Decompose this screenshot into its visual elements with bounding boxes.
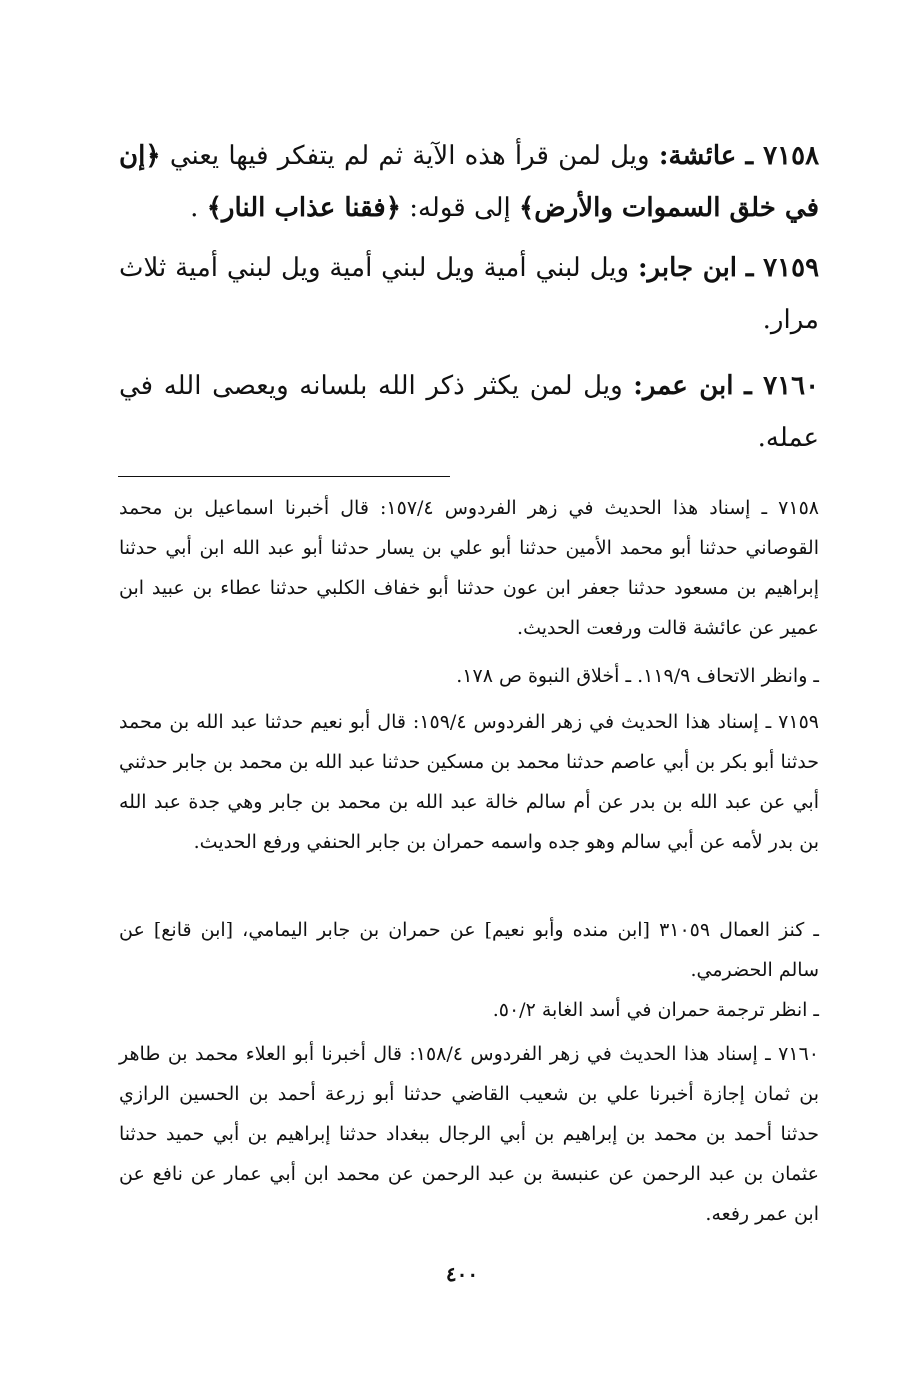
hadith-number: ٧١٦٠ ـ [744, 371, 820, 401]
hadith-text [119, 360, 819, 464]
footnote-ref [119, 910, 819, 990]
hadith-entry-7159 [119, 242, 819, 346]
footnote-text: ٧١٥٩ ـ إسناد هذا الحديث في زهر الفردوس ١٥٩/٤: قال أبو نعيم حدثنا عبد الله بن محمد حدثنا أبو بكر بن أبي عاصم حدثنا محمد بن مسكين حدثنا عبد الله بن محمد بن جابر حدثني أبي عن عبد الله بن بدر عن أم سالم خالة عبد الله بن محمد بن جابر وهي جدة عبد الله بن بدر لأمه عن أبي سالم وهو جده واسمه حمران بن جابر الحنفي ورفع الحديث. [119, 711, 819, 853]
quran-quote: ﴿فقنا عذاب النار﴾ [206, 193, 401, 223]
hadith-body: ويل لبني أمية ويل لبني أمية ويل لبني أمية ثلاث مرار. [119, 253, 819, 335]
footnote-7159 [119, 702, 819, 862]
quran-quote: ﴿إن في خلق السموات والأرض﴾ [119, 141, 819, 223]
hadith-body: ويل لمن يكثر ذكر الله بلسانه ويعصى الله في عمله. [119, 371, 819, 453]
page-number: ٤٠٠ [445, 1262, 479, 1286]
narrator: عائشة: [658, 141, 737, 171]
footnote-text: ـ انظر ترجمة حمران في أسد الغابة ٥٠/٢. [492, 999, 819, 1021]
end-mark: . [190, 193, 199, 223]
footnote-text: ـ وانظر الاتحاف ١١٩/٩. ـ أخلاق النبوة ص ١٧٨. [456, 665, 819, 687]
hadith-text [119, 242, 819, 346]
hadith-number: ٧١٥٩ ـ [745, 253, 820, 283]
narrator: ابن عمر: [633, 371, 734, 401]
footnote-7158 [119, 488, 819, 648]
hadith-body: ويل لمن قرأ هذه الآية ثم لم يتفكر فيها يعني [169, 141, 650, 171]
narrator: ابن جابر: [637, 253, 738, 283]
footnote-text: ٧١٦٠ ـ إسناد هذا الحديث في زهر الفردوس ١٥٨/٤: قال أخبرنا أبو العلاء محمد بن طاهر بن ثمان إجازة أخبرنا علي بن شعيب القاضي حدثنا أبو زرعة أحمد بن الحسين الرازي حدثنا أحمد بن محمد بن إبراهيم بن أبي الرجال ببغداد حدثنا إبراهيم بن أبي حميد حدثنا عثمان بن عبد الرحمن عن عنبسة بن عبد الرحمن عن محمد ابن أبي عمار عن نافع عن ابن عمر رفعه. [119, 1043, 819, 1225]
hadith-entry-7158 [119, 130, 819, 234]
hadith-number: ٧١٥٨ ـ [745, 141, 820, 171]
footnote-ref [119, 990, 819, 1030]
footnote-text: ـ كنز العمال ٣١٠٥٩ [ابن منده وأبو نعيم] عن حمران بن جابر اليمامي، [ابن قانع] عن سالم الحضرمي. [119, 919, 819, 981]
hadith-entry-7160 [119, 360, 819, 464]
footnote-ref [119, 656, 819, 696]
footnote-7160 [119, 1034, 819, 1234]
footnote-text: ٧١٥٨ ـ إسناد هذا الحديث في زهر الفردوس ١٥٧/٤: قال أخبرنا اسماعيل بن محمد القوصاني حدثنا أبو محمد الأمين حدثنا أبو علي بن يسار حدثنا أبو عبد الله ابن أبي حدثنا إبراهيم بن مسعود حدثنا جعفر ابن عون حدثنا أبو خفاف الكلبي حدثنا عطاء بن عبيد ابن عمير عن عائشة قالت ورفعت الحديث. [119, 497, 819, 639]
hadith-body: إلى قوله: [409, 193, 511, 223]
hadith-text [119, 130, 819, 234]
footnote-separator [118, 476, 450, 477]
